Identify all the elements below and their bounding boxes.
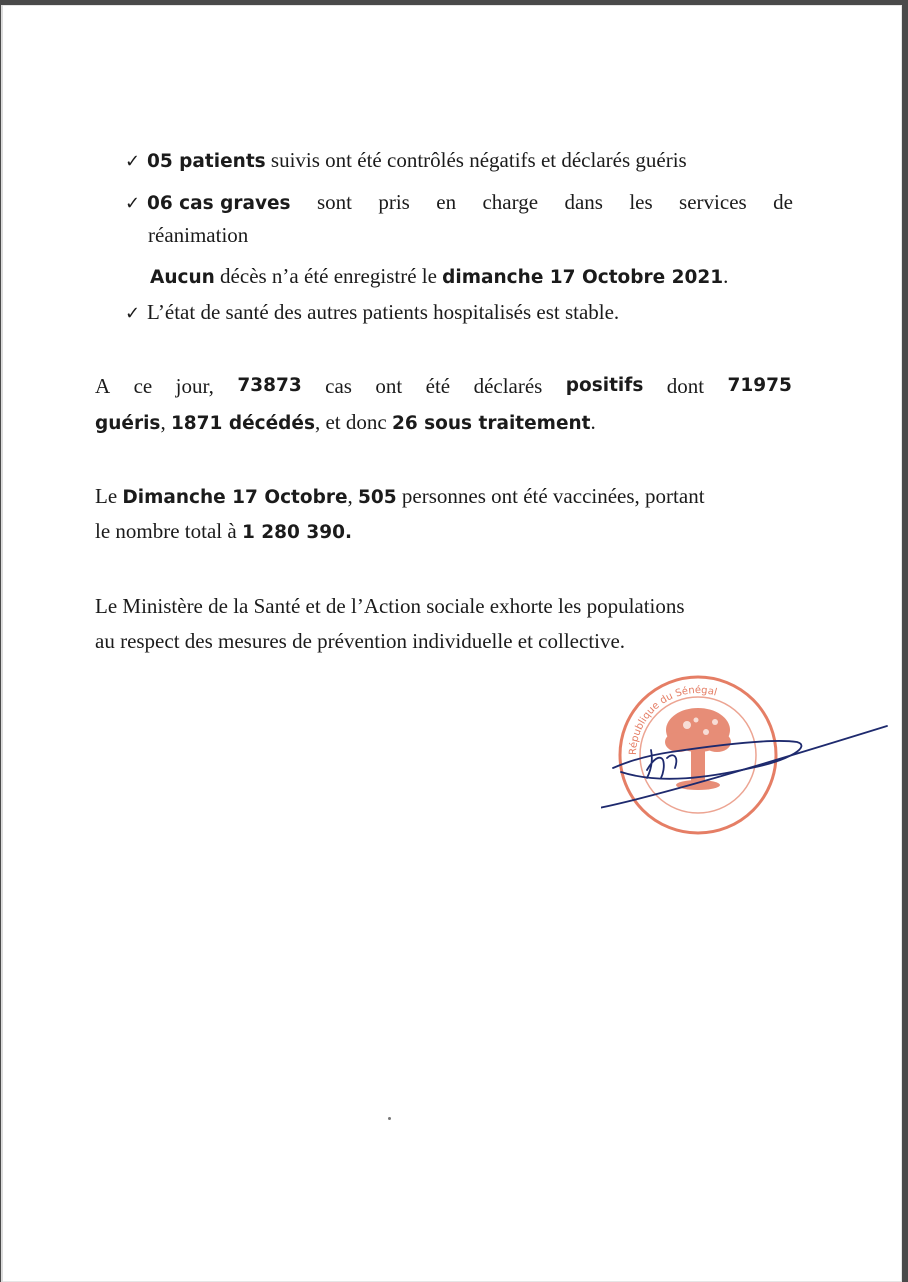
- checkmark-icon: ✓: [125, 151, 141, 172]
- vaccination-text: personnes ont été vaccinées, portant: [396, 484, 705, 508]
- total-positifs: 73873: [237, 375, 302, 396]
- summary-line1: [95, 372, 792, 400]
- word: été: [425, 374, 451, 398]
- word: déclarés: [473, 374, 543, 398]
- word: jour,: [175, 374, 214, 398]
- summary-line2: [95, 408, 596, 438]
- stable-text: L’état de santé des autres patients hospitalisés est stable.: [147, 300, 620, 324]
- word: services: [679, 190, 747, 214]
- gueris-label: guéris: [95, 413, 161, 434]
- word: ont: [375, 374, 403, 398]
- vaccination-count: 505: [358, 487, 397, 508]
- word: cas: [325, 374, 352, 398]
- summary-end: .: [590, 410, 596, 434]
- word: A: [95, 374, 111, 398]
- vaccination-text: Le: [95, 484, 123, 508]
- document-page: [1, 5, 902, 1282]
- official-stamp: [601, 660, 891, 840]
- deces-text: décès n’a été enregistré le: [214, 264, 443, 288]
- separator: ,: [347, 484, 359, 508]
- word: les: [629, 190, 653, 214]
- stamp-seal: [620, 677, 776, 833]
- deces-end: .: [723, 264, 729, 288]
- deces-date: dimanche 17 Octobre 2021: [442, 267, 724, 288]
- word: dont: [666, 374, 705, 398]
- sous-traitement: 26 sous traitement: [391, 413, 591, 434]
- summary-text: , et donc: [314, 410, 392, 434]
- vaccination-total: 1 280 390.: [241, 522, 352, 543]
- page-edge: [1, 5, 3, 1282]
- deces-line: [150, 262, 728, 292]
- cas-graves-count: 06 cas graves: [147, 193, 291, 214]
- bullet-gueris: [125, 146, 687, 176]
- word: en: [436, 190, 457, 214]
- gueris-text: suivis ont été contrôlés négatifs et déclarés guéris: [265, 148, 687, 172]
- bullet-cas-graves: [125, 188, 793, 218]
- bullet-stable: [125, 298, 619, 328]
- aucun-label: Aucun: [150, 267, 215, 288]
- vaccination-date: Dimanche 17 Octobre: [122, 487, 348, 508]
- checkmark-icon: ✓: [125, 193, 141, 214]
- signature: [601, 726, 887, 808]
- separator: ,: [160, 410, 171, 434]
- checkmark-icon: ✓: [125, 303, 141, 324]
- word: ce: [133, 374, 153, 398]
- closing-line2: au respect des mesures de prévention individuelle et collective.: [95, 629, 626, 653]
- stamp-ring-text: République du Sénégal: [627, 684, 719, 756]
- word: pris: [378, 190, 410, 214]
- word: charge: [482, 190, 539, 214]
- closing-line1: Le Ministère de la Santé et de l’Action sociale exhorte les populations: [95, 594, 685, 618]
- word: sont: [316, 190, 352, 214]
- scan-speck: [388, 1117, 391, 1120]
- vaccination-text: le nombre total à: [95, 519, 242, 543]
- word: dans: [564, 190, 603, 214]
- vaccination-line1: [95, 482, 792, 512]
- total-deces: 1871 décédés: [170, 413, 315, 434]
- vaccination-line2: [95, 517, 352, 547]
- total-gueris: 71975: [727, 375, 792, 396]
- positifs-label: positifs: [565, 375, 644, 396]
- cas-graves-line2: réanimation: [148, 223, 249, 247]
- gueris-count: 05 patients: [147, 151, 266, 172]
- word: de: [773, 190, 793, 214]
